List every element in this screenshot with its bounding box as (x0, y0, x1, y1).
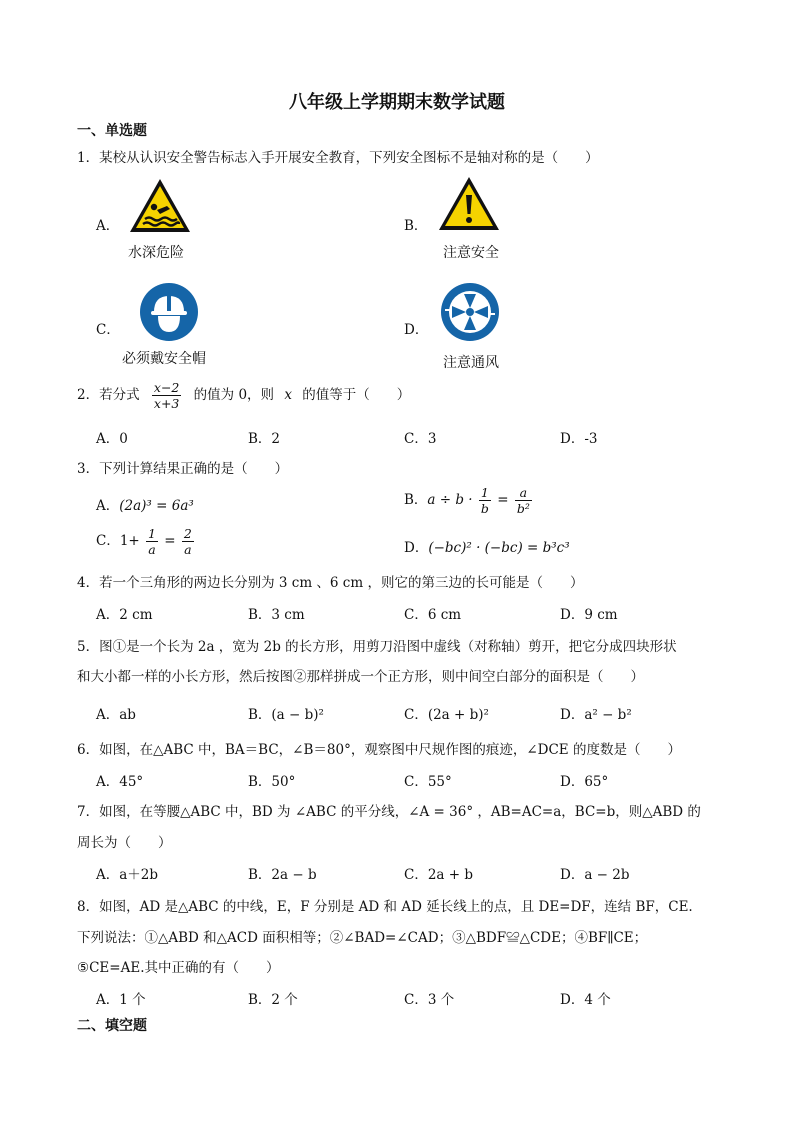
q5-option-d[interactable]: D．a² − b² (560, 707, 632, 723)
q5-option-b[interactable]: B．(a − b)² (248, 707, 324, 723)
q1-option-a-label[interactable]: A． (96, 218, 120, 234)
q3-option-c-equals: = (164, 533, 176, 549)
question-5-line-1: 5．图①是一个长为 2a ，宽为 2b 的长方形，用剪刀沿图中虚线（对称轴）剪开，把它分成四块形状 (77, 639, 677, 655)
question-8-line-3: ⑤CE=AE.其中正确的有（ ） (77, 960, 280, 976)
q1-option-c-caption: 必须戴安全帽 (122, 351, 206, 367)
q3-option-b-pre: a ÷ b · (427, 492, 473, 508)
question-5-line-2: 和大小都一样的小长方形，然后按图②那样拼成一个正方形，则中间空白部分的面积是（ ） (77, 669, 644, 685)
q7-option-b[interactable]: B．2a − b (248, 867, 317, 883)
q3-option-b[interactable] (404, 485, 534, 516)
q6-option-b[interactable]: B．50° (248, 774, 296, 790)
q3-option-b-fraction-2 (515, 485, 532, 516)
q6-option-a[interactable]: A．45° (96, 774, 144, 790)
q8-option-c[interactable]: C．3 个 (404, 992, 455, 1008)
q3-option-d[interactable] (404, 536, 570, 556)
q4-option-c[interactable]: C．6 cm (404, 607, 462, 623)
question-7-line-2: 周长为（ ） (77, 835, 172, 851)
q2-option-a[interactable]: A．0 (96, 431, 128, 447)
q2-option-b[interactable]: B．2 (248, 431, 281, 447)
q7-option-c[interactable]: C．2a + b (404, 867, 474, 883)
q4-option-a[interactable]: A．2 cm (96, 607, 153, 623)
q3-option-b-label: B． (404, 492, 428, 508)
q3-option-a-expression: (2a)³ = 6a³ (119, 498, 194, 514)
q3-option-c-fraction-2 (182, 526, 194, 557)
section-heading-fill-in: 二、填空题 (77, 1018, 147, 1034)
question-8-line-2: 下列说法：①△ABD 和△ACD 面积相等；②∠BAD=∠CAD；③△BDF≌△CDE；④BF∥CE； (77, 930, 648, 946)
q1-option-d-caption: 注意通风 (443, 355, 499, 371)
q3-option-a-label: A． (96, 498, 120, 514)
q2-fraction-denominator: x+3 (153, 396, 180, 411)
q2-fraction (152, 380, 181, 411)
q7-option-d[interactable]: D．a − 2b (560, 867, 630, 883)
q3-option-b-fraction-2-numerator: a (515, 485, 532, 501)
q3-option-c[interactable] (96, 526, 196, 557)
q2-stem-mid: 的值为 0，则 (193, 387, 275, 403)
q3-option-c-fraction-1-numerator: 1 (148, 526, 156, 541)
q2-variable: x (284, 387, 292, 403)
hard-hat-icon (139, 282, 199, 342)
q3-option-b-fraction-1-denominator: b (480, 501, 489, 516)
page-title: 八年级上学期期末数学试题 (289, 92, 505, 113)
question-6-stem: 6．如图，在△ABC 中，BA＝BC，∠B＝80°，观察图中尺规作图的痕迹，∠DCE 的度数是（ ） (77, 742, 681, 758)
question-4-stem: 4．若一个三角形的两边长分别为 3 cm 、6 cm ，则它的第三边的长可能是（ ） (77, 575, 584, 591)
q3-option-c-fraction-2-denominator: a (184, 542, 192, 557)
q6-option-c[interactable]: C．55° (404, 774, 452, 790)
q3-option-b-fraction-2-denominator: b² (516, 501, 530, 516)
question-7-line-1: 7．如图，在等腰△ABC 中，BD 为 ∠ABC 的平分线，∠A = 36° ，AB=AC=a，BC=b，则△ABD 的 (77, 804, 701, 820)
q1-option-b-label[interactable]: B． (404, 218, 428, 234)
q3-option-a[interactable] (96, 494, 194, 514)
q3-option-c-fraction-2-numerator: 2 (183, 526, 192, 541)
q8-option-d[interactable]: D．4 个 (560, 992, 611, 1008)
q5-option-c[interactable]: C．(2a + b)² (404, 707, 489, 723)
q2-option-d[interactable]: D．-3 (560, 431, 598, 447)
q4-option-b[interactable]: B．3 cm (248, 607, 305, 623)
q3-option-c-fraction-1 (146, 526, 158, 557)
q8-option-a[interactable]: A．1 个 (96, 992, 146, 1008)
q5-option-a[interactable]: A．ab (96, 707, 136, 723)
q4-option-d[interactable]: D．9 cm (560, 607, 618, 623)
q3-option-b-fraction-1-numerator: 1 (479, 485, 491, 501)
q3-option-d-expression: (−bc)² · (−bc) = b³c³ (428, 540, 570, 556)
question-3-stem: 3．下列计算结果正确的是（ ） (77, 461, 289, 477)
q3-option-d-label: D． (404, 540, 429, 556)
q2-option-c[interactable]: C．3 (404, 431, 437, 447)
ventilation-fan-icon (440, 282, 500, 342)
q8-option-b[interactable]: B．2 个 (248, 992, 298, 1008)
q7-option-a[interactable]: A．a＋2b (96, 867, 159, 883)
q1-option-a-caption: 水深危险 (128, 245, 184, 261)
q6-option-d[interactable]: D．65° (560, 774, 609, 790)
q3-option-b-equals: = (497, 492, 509, 508)
question-1-stem: 1．某校从认识安全警告标志入手开展安全教育，下列安全图标不是轴对称的是（ ） (77, 150, 599, 166)
question-2-stem (77, 380, 410, 411)
q1-option-d-label[interactable]: D． (404, 322, 429, 338)
q2-stem-pre: 2．若分式 (77, 387, 140, 403)
q3-option-c-label: C． (96, 533, 120, 549)
q3-option-c-pre: 1+ (119, 533, 140, 549)
q2-fraction-numerator: x−2 (153, 380, 180, 395)
caution-exclamation-icon (437, 175, 501, 232)
q3-option-b-fraction-1 (479, 485, 491, 516)
q1-option-c-label[interactable]: C． (96, 322, 120, 338)
section-heading-single-choice: 一、单选题 (77, 123, 147, 139)
deep-water-warning-icon (128, 177, 192, 234)
q3-option-c-fraction-1-denominator: a (148, 542, 156, 557)
q2-stem-post: 的值等于（ ） (302, 387, 411, 403)
question-8-line-1: 8．如图，AD 是△ABC 的中线，E，F 分别是 AD 和 AD 延长线上的点，且 DE=DF，连结 BF，CE. (77, 899, 693, 915)
q1-option-b-caption: 注意安全 (443, 245, 499, 261)
